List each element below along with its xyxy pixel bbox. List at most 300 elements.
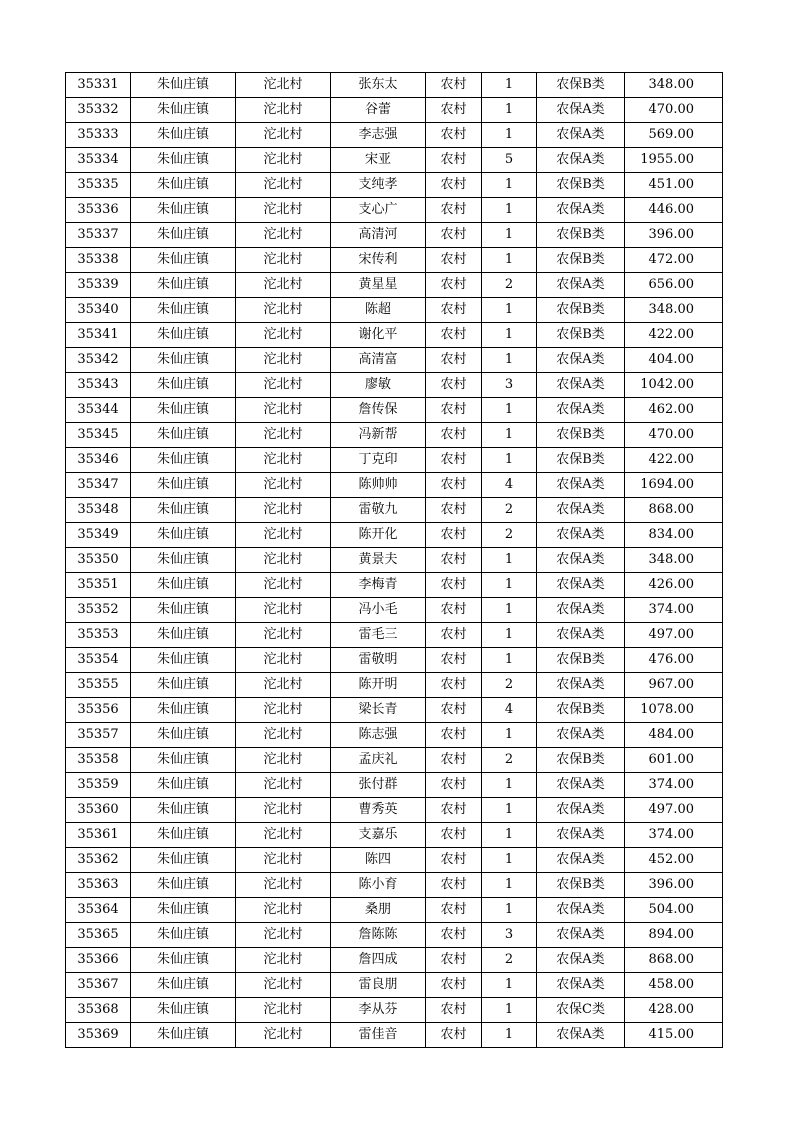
amount-cell: 967.00 <box>625 673 723 698</box>
record-id-cell: 35347 <box>66 473 131 498</box>
town-cell: 朱仙庄镇 <box>131 373 236 398</box>
amount-cell: 569.00 <box>625 123 723 148</box>
record-id-cell: 35352 <box>66 598 131 623</box>
table-row <box>66 323 723 348</box>
village-cell: 沱北村 <box>236 1023 331 1048</box>
amount-cell: 1078.00 <box>625 698 723 723</box>
town-cell: 朱仙庄镇 <box>131 848 236 873</box>
insurance-type-cell: 农保A类 <box>537 898 625 923</box>
residence-type-cell: 农村 <box>426 673 482 698</box>
person-count-cell: 1 <box>482 598 537 623</box>
amount-cell: 415.00 <box>625 1023 723 1048</box>
record-id-cell: 35337 <box>66 223 131 248</box>
person-name-cell: 谢化平 <box>331 323 426 348</box>
residence-type-cell: 农村 <box>426 223 482 248</box>
person-name-cell: 孟庆礼 <box>331 748 426 773</box>
person-count-cell: 1 <box>482 173 537 198</box>
person-name-cell: 曹秀英 <box>331 798 426 823</box>
record-id-cell: 35361 <box>66 823 131 848</box>
person-count-cell: 1 <box>482 398 537 423</box>
record-id-cell: 35349 <box>66 523 131 548</box>
town-cell: 朱仙庄镇 <box>131 548 236 573</box>
town-cell: 朱仙庄镇 <box>131 498 236 523</box>
person-name-cell: 支心广 <box>331 198 426 223</box>
insurance-type-cell: 农保A类 <box>537 473 625 498</box>
residence-type-cell: 农村 <box>426 198 482 223</box>
town-cell: 朱仙庄镇 <box>131 648 236 673</box>
record-id-cell: 35331 <box>66 73 131 98</box>
person-name-cell: 张付群 <box>331 773 426 798</box>
record-id-cell: 35340 <box>66 298 131 323</box>
record-id-cell: 35348 <box>66 498 131 523</box>
residence-type-cell: 农村 <box>426 73 482 98</box>
town-cell: 朱仙庄镇 <box>131 348 236 373</box>
insurance-type-cell: 农保A类 <box>537 923 625 948</box>
person-name-cell: 高清富 <box>331 348 426 373</box>
record-id-cell: 35345 <box>66 423 131 448</box>
residence-type-cell: 农村 <box>426 873 482 898</box>
person-count-cell: 1 <box>482 548 537 573</box>
record-id-cell: 35355 <box>66 673 131 698</box>
village-cell: 沱北村 <box>236 998 331 1023</box>
table-row <box>66 223 723 248</box>
village-cell: 沱北村 <box>236 348 331 373</box>
table-row <box>66 623 723 648</box>
person-name-cell: 谷蕾 <box>331 98 426 123</box>
residence-type-cell: 农村 <box>426 848 482 873</box>
village-cell: 沱北村 <box>236 298 331 323</box>
insurance-type-cell: 农保A类 <box>537 673 625 698</box>
insurance-type-cell: 农保B类 <box>537 223 625 248</box>
insurance-type-cell: 农保A类 <box>537 798 625 823</box>
amount-cell: 426.00 <box>625 573 723 598</box>
town-cell: 朱仙庄镇 <box>131 148 236 173</box>
residence-type-cell: 农村 <box>426 698 482 723</box>
residence-type-cell: 农村 <box>426 423 482 448</box>
person-count-cell: 1 <box>482 998 537 1023</box>
village-cell: 沱北村 <box>236 973 331 998</box>
person-name-cell: 黄星星 <box>331 273 426 298</box>
residence-type-cell: 农村 <box>426 498 482 523</box>
amount-cell: 396.00 <box>625 223 723 248</box>
village-cell: 沱北村 <box>236 748 331 773</box>
person-name-cell: 高清河 <box>331 223 426 248</box>
table-row <box>66 473 723 498</box>
village-cell: 沱北村 <box>236 848 331 873</box>
residence-type-cell: 农村 <box>426 748 482 773</box>
record-id-cell: 35336 <box>66 198 131 223</box>
amount-cell: 458.00 <box>625 973 723 998</box>
insurance-type-cell: 农保B类 <box>537 698 625 723</box>
person-name-cell: 冯新帮 <box>331 423 426 448</box>
insurance-type-cell: 农保A类 <box>537 723 625 748</box>
person-count-cell: 1 <box>482 223 537 248</box>
record-id-cell: 35369 <box>66 1023 131 1048</box>
record-id-cell: 35346 <box>66 448 131 473</box>
town-cell: 朱仙庄镇 <box>131 123 236 148</box>
amount-cell: 656.00 <box>625 273 723 298</box>
residence-type-cell: 农村 <box>426 373 482 398</box>
person-name-cell: 支嘉乐 <box>331 823 426 848</box>
amount-cell: 476.00 <box>625 648 723 673</box>
person-name-cell: 陈开明 <box>331 673 426 698</box>
town-cell: 朱仙庄镇 <box>131 873 236 898</box>
table-row <box>66 73 723 98</box>
person-count-cell: 1 <box>482 1023 537 1048</box>
residence-type-cell: 农村 <box>426 623 482 648</box>
residence-type-cell: 农村 <box>426 398 482 423</box>
village-cell: 沱北村 <box>236 373 331 398</box>
residence-type-cell: 农村 <box>426 123 482 148</box>
amount-cell: 1955.00 <box>625 148 723 173</box>
insurance-type-cell: 农保A类 <box>537 548 625 573</box>
insurance-type-cell: 农保B类 <box>537 73 625 98</box>
record-id-cell: 35350 <box>66 548 131 573</box>
town-cell: 朱仙庄镇 <box>131 973 236 998</box>
person-name-cell: 雷佳音 <box>331 1023 426 1048</box>
residence-type-cell: 农村 <box>426 1023 482 1048</box>
person-count-cell: 5 <box>482 148 537 173</box>
record-id-cell: 35356 <box>66 698 131 723</box>
residence-type-cell: 农村 <box>426 148 482 173</box>
village-cell: 沱北村 <box>236 698 331 723</box>
village-cell: 沱北村 <box>236 448 331 473</box>
residence-type-cell: 农村 <box>426 973 482 998</box>
village-cell: 沱北村 <box>236 898 331 923</box>
village-cell: 沱北村 <box>236 198 331 223</box>
town-cell: 朱仙庄镇 <box>131 698 236 723</box>
table-row <box>66 273 723 298</box>
table-row <box>66 548 723 573</box>
insurance-type-cell: 农保A类 <box>537 148 625 173</box>
person-count-cell: 3 <box>482 373 537 398</box>
village-cell: 沱北村 <box>236 798 331 823</box>
person-count-cell: 2 <box>482 948 537 973</box>
residence-type-cell: 农村 <box>426 273 482 298</box>
record-id-cell: 35342 <box>66 348 131 373</box>
amount-cell: 868.00 <box>625 948 723 973</box>
insurance-type-cell: 农保A类 <box>537 623 625 648</box>
person-count-cell: 1 <box>482 973 537 998</box>
table-row <box>66 598 723 623</box>
amount-cell: 868.00 <box>625 498 723 523</box>
person-count-cell: 1 <box>482 323 537 348</box>
amount-cell: 374.00 <box>625 598 723 623</box>
person-count-cell: 1 <box>482 123 537 148</box>
person-name-cell: 李梅青 <box>331 573 426 598</box>
person-name-cell: 廖敏 <box>331 373 426 398</box>
table-row <box>66 748 723 773</box>
record-id-cell: 35368 <box>66 998 131 1023</box>
amount-cell: 470.00 <box>625 423 723 448</box>
town-cell: 朱仙庄镇 <box>131 223 236 248</box>
insurance-type-cell: 农保A类 <box>537 198 625 223</box>
record-id-cell: 35334 <box>66 148 131 173</box>
village-cell: 沱北村 <box>236 773 331 798</box>
town-cell: 朱仙庄镇 <box>131 523 236 548</box>
record-id-cell: 35366 <box>66 948 131 973</box>
person-name-cell: 陈志强 <box>331 723 426 748</box>
town-cell: 朱仙庄镇 <box>131 73 236 98</box>
table-row <box>66 298 723 323</box>
insurance-type-cell: 农保A类 <box>537 823 625 848</box>
town-cell: 朱仙庄镇 <box>131 448 236 473</box>
insurance-type-cell: 农保A类 <box>537 273 625 298</box>
residence-type-cell: 农村 <box>426 998 482 1023</box>
town-cell: 朱仙庄镇 <box>131 823 236 848</box>
village-cell: 沱北村 <box>236 948 331 973</box>
person-name-cell: 詹传保 <box>331 398 426 423</box>
insurance-type-cell: 农保A类 <box>537 848 625 873</box>
residence-type-cell: 农村 <box>426 473 482 498</box>
amount-cell: 894.00 <box>625 923 723 948</box>
town-cell: 朱仙庄镇 <box>131 723 236 748</box>
residence-type-cell: 农村 <box>426 248 482 273</box>
person-count-cell: 2 <box>482 748 537 773</box>
town-cell: 朱仙庄镇 <box>131 573 236 598</box>
amount-cell: 374.00 <box>625 823 723 848</box>
insurance-type-cell: 农保A类 <box>537 498 625 523</box>
record-id-cell: 35343 <box>66 373 131 398</box>
town-cell: 朱仙庄镇 <box>131 298 236 323</box>
amount-cell: 1042.00 <box>625 373 723 398</box>
village-cell: 沱北村 <box>236 398 331 423</box>
residence-type-cell: 农村 <box>426 298 482 323</box>
village-cell: 沱北村 <box>236 923 331 948</box>
record-id-cell: 35338 <box>66 248 131 273</box>
village-cell: 沱北村 <box>236 323 331 348</box>
table-row <box>66 173 723 198</box>
amount-cell: 601.00 <box>625 748 723 773</box>
table-row <box>66 498 723 523</box>
village-cell: 沱北村 <box>236 673 331 698</box>
table-row <box>66 873 723 898</box>
residence-type-cell: 农村 <box>426 723 482 748</box>
town-cell: 朱仙庄镇 <box>131 1023 236 1048</box>
town-cell: 朱仙庄镇 <box>131 948 236 973</box>
amount-cell: 452.00 <box>625 848 723 873</box>
person-count-cell: 2 <box>482 273 537 298</box>
insurance-type-cell: 农保A类 <box>537 598 625 623</box>
record-id-cell: 35367 <box>66 973 131 998</box>
record-id-cell: 35341 <box>66 323 131 348</box>
person-name-cell: 詹四成 <box>331 948 426 973</box>
person-count-cell: 1 <box>482 648 537 673</box>
record-id-cell: 35365 <box>66 923 131 948</box>
table-row <box>66 698 723 723</box>
person-name-cell: 陈四 <box>331 848 426 873</box>
village-cell: 沱北村 <box>236 173 331 198</box>
village-cell: 沱北村 <box>236 73 331 98</box>
insurance-type-cell: 农保A类 <box>537 398 625 423</box>
village-cell: 沱北村 <box>236 148 331 173</box>
person-count-cell: 1 <box>482 73 537 98</box>
residence-type-cell: 农村 <box>426 823 482 848</box>
village-cell: 沱北村 <box>236 473 331 498</box>
amount-cell: 1694.00 <box>625 473 723 498</box>
residence-type-cell: 农村 <box>426 948 482 973</box>
person-name-cell: 雷敬明 <box>331 648 426 673</box>
person-count-cell: 1 <box>482 423 537 448</box>
person-count-cell: 2 <box>482 498 537 523</box>
table-row <box>66 398 723 423</box>
residence-type-cell: 农村 <box>426 598 482 623</box>
table-row <box>66 423 723 448</box>
record-id-cell: 35363 <box>66 873 131 898</box>
record-id-cell: 35351 <box>66 573 131 598</box>
town-cell: 朱仙庄镇 <box>131 623 236 648</box>
table-row <box>66 523 723 548</box>
person-count-cell: 2 <box>482 673 537 698</box>
amount-cell: 396.00 <box>625 873 723 898</box>
person-name-cell: 梁长青 <box>331 698 426 723</box>
person-name-cell: 李志强 <box>331 123 426 148</box>
village-cell: 沱北村 <box>236 873 331 898</box>
insurance-type-cell: 农保A类 <box>537 973 625 998</box>
records-table <box>65 72 723 1048</box>
record-id-cell: 35362 <box>66 848 131 873</box>
amount-cell: 484.00 <box>625 723 723 748</box>
amount-cell: 497.00 <box>625 623 723 648</box>
village-cell: 沱北村 <box>236 573 331 598</box>
amount-cell: 504.00 <box>625 898 723 923</box>
residence-type-cell: 农村 <box>426 798 482 823</box>
person-count-cell: 1 <box>482 448 537 473</box>
residence-type-cell: 农村 <box>426 448 482 473</box>
residence-type-cell: 农村 <box>426 648 482 673</box>
town-cell: 朱仙庄镇 <box>131 748 236 773</box>
record-id-cell: 35353 <box>66 623 131 648</box>
person-name-cell: 丁克印 <box>331 448 426 473</box>
town-cell: 朱仙庄镇 <box>131 473 236 498</box>
person-count-cell: 1 <box>482 723 537 748</box>
town-cell: 朱仙庄镇 <box>131 923 236 948</box>
town-cell: 朱仙庄镇 <box>131 798 236 823</box>
record-id-cell: 35339 <box>66 273 131 298</box>
insurance-type-cell: 农保A类 <box>537 948 625 973</box>
village-cell: 沱北村 <box>236 98 331 123</box>
table-row <box>66 1023 723 1048</box>
record-id-cell: 35360 <box>66 798 131 823</box>
village-cell: 沱北村 <box>236 423 331 448</box>
record-id-cell: 35333 <box>66 123 131 148</box>
insurance-type-cell: 农保A类 <box>537 573 625 598</box>
town-cell: 朱仙庄镇 <box>131 173 236 198</box>
town-cell: 朱仙庄镇 <box>131 198 236 223</box>
table-row <box>66 648 723 673</box>
insurance-type-cell: 农保C类 <box>537 998 625 1023</box>
residence-type-cell: 农村 <box>426 898 482 923</box>
town-cell: 朱仙庄镇 <box>131 423 236 448</box>
residence-type-cell: 农村 <box>426 173 482 198</box>
town-cell: 朱仙庄镇 <box>131 673 236 698</box>
residence-type-cell: 农村 <box>426 548 482 573</box>
table-row <box>66 948 723 973</box>
insurance-type-cell: 农保B类 <box>537 323 625 348</box>
person-count-cell: 1 <box>482 348 537 373</box>
insurance-type-cell: 农保A类 <box>537 348 625 373</box>
village-cell: 沱北村 <box>236 223 331 248</box>
table-row <box>66 723 723 748</box>
table-row <box>66 823 723 848</box>
person-name-cell: 雷敬九 <box>331 498 426 523</box>
record-id-cell: 35332 <box>66 98 131 123</box>
person-name-cell: 李从芬 <box>331 998 426 1023</box>
insurance-type-cell: 农保B类 <box>537 873 625 898</box>
record-id-cell: 35359 <box>66 773 131 798</box>
insurance-type-cell: 农保B类 <box>537 448 625 473</box>
amount-cell: 348.00 <box>625 548 723 573</box>
residence-type-cell: 农村 <box>426 98 482 123</box>
insurance-type-cell: 农保A类 <box>537 1023 625 1048</box>
table-row <box>66 973 723 998</box>
amount-cell: 348.00 <box>625 298 723 323</box>
insurance-type-cell: 农保B类 <box>537 648 625 673</box>
village-cell: 沱北村 <box>236 723 331 748</box>
town-cell: 朱仙庄镇 <box>131 273 236 298</box>
table-row <box>66 123 723 148</box>
record-id-cell: 35358 <box>66 748 131 773</box>
village-cell: 沱北村 <box>236 648 331 673</box>
insurance-type-cell: 农保B类 <box>537 423 625 448</box>
person-count-cell: 1 <box>482 798 537 823</box>
insurance-type-cell: 农保A类 <box>537 123 625 148</box>
person-count-cell: 1 <box>482 248 537 273</box>
person-count-cell: 1 <box>482 298 537 323</box>
village-cell: 沱北村 <box>236 498 331 523</box>
amount-cell: 348.00 <box>625 73 723 98</box>
village-cell: 沱北村 <box>236 273 331 298</box>
person-name-cell: 陈帅帅 <box>331 473 426 498</box>
insurance-type-cell: 农保B类 <box>537 173 625 198</box>
person-name-cell: 雷良朋 <box>331 973 426 998</box>
person-count-cell: 1 <box>482 898 537 923</box>
village-cell: 沱北村 <box>236 123 331 148</box>
table-row <box>66 898 723 923</box>
insurance-type-cell: 农保A类 <box>537 773 625 798</box>
insurance-type-cell: 农保A类 <box>537 373 625 398</box>
table-row <box>66 248 723 273</box>
residence-type-cell: 农村 <box>426 773 482 798</box>
person-name-cell: 桑朋 <box>331 898 426 923</box>
village-cell: 沱北村 <box>236 623 331 648</box>
town-cell: 朱仙庄镇 <box>131 398 236 423</box>
record-id-cell: 35364 <box>66 898 131 923</box>
table-row <box>66 998 723 1023</box>
town-cell: 朱仙庄镇 <box>131 98 236 123</box>
person-count-cell: 1 <box>482 623 537 648</box>
person-count-cell: 4 <box>482 698 537 723</box>
amount-cell: 470.00 <box>625 98 723 123</box>
person-count-cell: 4 <box>482 473 537 498</box>
table-row <box>66 448 723 473</box>
amount-cell: 404.00 <box>625 348 723 373</box>
table-row <box>66 198 723 223</box>
table-row <box>66 373 723 398</box>
town-cell: 朱仙庄镇 <box>131 773 236 798</box>
person-count-cell: 1 <box>482 873 537 898</box>
person-count-cell: 2 <box>482 523 537 548</box>
town-cell: 朱仙庄镇 <box>131 323 236 348</box>
records-table-body <box>66 73 723 1048</box>
amount-cell: 497.00 <box>625 798 723 823</box>
person-name-cell: 雷毛三 <box>331 623 426 648</box>
insurance-type-cell: 农保A类 <box>537 523 625 548</box>
person-name-cell: 詹陈陈 <box>331 923 426 948</box>
amount-cell: 446.00 <box>625 198 723 223</box>
amount-cell: 472.00 <box>625 248 723 273</box>
amount-cell: 428.00 <box>625 998 723 1023</box>
